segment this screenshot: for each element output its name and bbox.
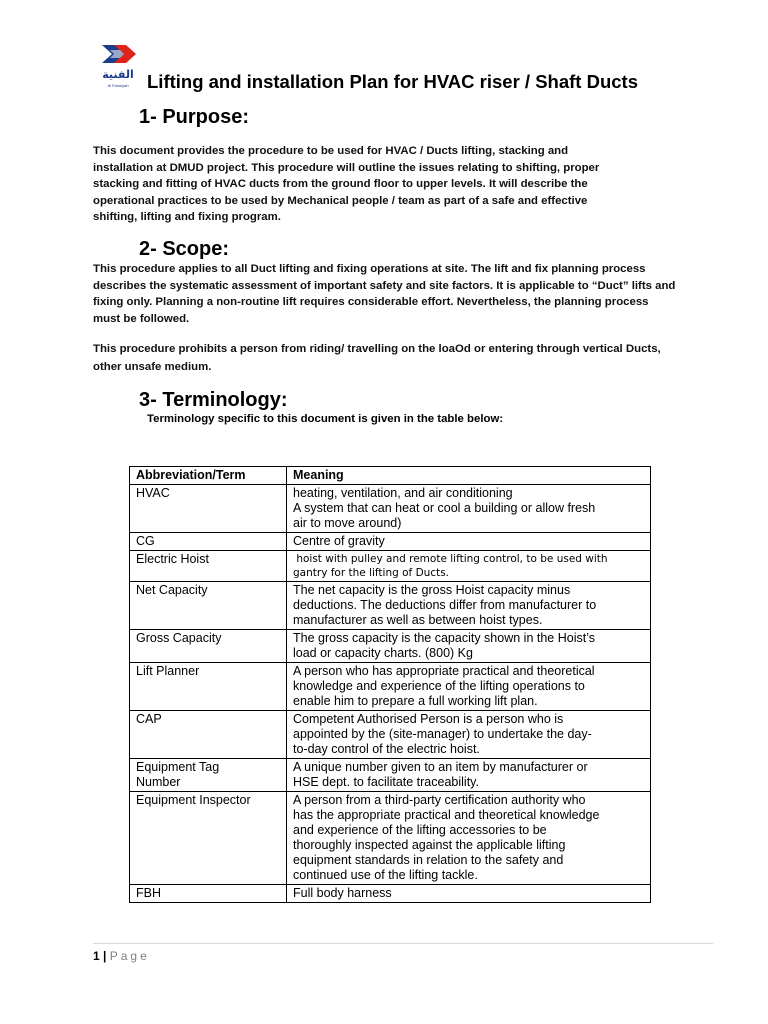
logo-arrow-icon (96, 42, 140, 68)
meaning-cell (287, 551, 651, 582)
page-footer (93, 949, 150, 963)
term-cell: FBH (130, 885, 287, 903)
column-header-term: Abbreviation/Term (130, 467, 287, 485)
meaning-line: The gross capacity is the capacity shown in the Hoist’s (293, 631, 595, 645)
meaning-line: manufacturer as well as between hoist types. (293, 613, 543, 627)
table-row (130, 663, 651, 711)
purpose-line: installation at DMUD project. This procedure will outline the issues relating to shifting, proper (93, 161, 600, 174)
purpose-line: operational practices to be used by Mechanical people / team as part of a safe and effective (93, 194, 588, 207)
meaning-cell (287, 533, 651, 551)
footer-separator: | (103, 949, 107, 963)
meaning-cell (287, 885, 651, 903)
term-cell: Equipment Inspector (130, 792, 287, 885)
table-row (130, 885, 651, 903)
purpose-paragraph (93, 143, 719, 226)
term-cell: HVAC (130, 485, 287, 533)
footer-divider (93, 943, 713, 944)
table-row (130, 551, 651, 582)
term-cell: Lift Planner (130, 663, 287, 711)
page-label: Page (109, 949, 150, 963)
term-cell: Gross Capacity (130, 630, 287, 663)
term-cell: CG (130, 533, 287, 551)
meaning-line: knowledge and experience of the lifting operations to (293, 679, 585, 693)
table-row (130, 533, 651, 551)
meaning-line: equipment standards in relation to the safety and (293, 853, 564, 867)
scope-paragraph-1 (93, 261, 719, 327)
scope-paragraph-2 (93, 340, 719, 376)
meaning-cell (287, 630, 651, 663)
meaning-line: hoist with pulley and remote lifting control, to be used with (293, 553, 608, 565)
purpose-heading: 1- Purpose: (139, 106, 250, 128)
table-row (130, 485, 651, 533)
meaning-line: deductions. The deductions differ from manufacturer to (293, 598, 597, 612)
table-row (130, 792, 651, 885)
company-logo (96, 42, 140, 92)
meaning-line: HSE dept. to facilitate traceability. (293, 775, 479, 789)
meaning-line: Full body harness (293, 886, 392, 900)
scope-line: This procedure applies to all Duct lifting and fixing operations at site. The lift and fix planning process (93, 263, 646, 275)
terminology-intro: Terminology specific to this document is given in the table below: (147, 413, 504, 425)
term-cell: Electric Hoist (130, 551, 287, 582)
terminology-heading: 3- Terminology: (139, 389, 288, 411)
meaning-line: The net capacity is the gross Hoist capacity minus (293, 583, 571, 597)
term-line: Equipment Tag (136, 760, 220, 774)
table-row (130, 759, 651, 792)
meaning-line: thoroughly inspected against the applicable lifting (293, 838, 566, 852)
meaning-line: continued use of the lifting tackle. (293, 868, 478, 882)
meaning-line: A system that can heat or cool a building or allow fresh (293, 501, 596, 515)
meaning-line: load or capacity charts. (800) Kg (293, 646, 473, 660)
meaning-line: Centre of gravity (293, 534, 385, 548)
meaning-cell (287, 663, 651, 711)
purpose-line: shifting, lifting and fixing program. (93, 211, 281, 224)
scope-line: other unsafe medium. (93, 361, 212, 373)
meaning-line: A person who has appropriate practical and theoretical (293, 664, 595, 678)
logo-text: الفنية (102, 68, 134, 81)
meaning-line: enable him to prepare a full working lift plan. (293, 694, 538, 708)
column-header-meaning: Meaning (287, 467, 651, 485)
purpose-line: stacking and fitting of HVAC ducts from the ground floor to upper levels. It will describe the (93, 178, 588, 191)
meaning-cell (287, 711, 651, 759)
purpose-line: This document provides the procedure to be used for HVAC / Ducts lifting, stacking and (93, 145, 569, 157)
scope-line: must be followed. (93, 312, 190, 325)
meaning-line: A unique number given to an item by manufacturer or (293, 760, 588, 774)
meaning-cell (287, 759, 651, 792)
logo-subtext: Al Fanniyah (107, 83, 129, 88)
scope-line: describes the systematic assessment of important safety and site factors. It is applicable to “Duct” lifts and (93, 279, 676, 292)
meaning-line: A person from a third-party certification authority who (293, 793, 586, 807)
document-title: Lifting and installation Plan for HVAC riser / Shaft Ducts (147, 71, 638, 92)
meaning-line: appointed by the (site-manager) to undertake the day- (293, 727, 592, 741)
term-cell (130, 759, 287, 792)
meaning-line: has the appropriate practical and theoretical knowledge (293, 808, 600, 822)
term-cell: Net Capacity (130, 582, 287, 630)
table-row (130, 630, 651, 663)
meaning-line: gantry for the lifting of Ducts. (293, 567, 450, 579)
term-line: Number (136, 775, 181, 789)
page-number: 1 (93, 949, 100, 963)
meaning-cell (287, 582, 651, 630)
term-cell: CAP (130, 711, 287, 759)
meaning-line: and experience of the lifting accessories to be (293, 823, 547, 837)
terminology-table (129, 466, 651, 903)
meaning-cell (287, 485, 651, 533)
scope-line: fixing only. Planning a non-routine lift requires considerable effort. Nevertheless, the planning process (93, 296, 649, 309)
scope-line: This procedure prohibits a person from riding/ travelling on the loaOd or entering through vertical Ducts, (93, 343, 661, 355)
scope-heading: 2- Scope: (139, 238, 230, 260)
meaning-line: air to move around) (293, 516, 402, 530)
table-row (130, 582, 651, 630)
table-row (130, 711, 651, 759)
meaning-line: Competent Authorised Person is a person who is (293, 712, 564, 726)
meaning-line: heating, ventilation, and air conditioning (293, 486, 513, 500)
table-header-row (130, 467, 651, 485)
meaning-line: to-day control of the electric hoist. (293, 742, 480, 756)
meaning-cell (287, 792, 651, 885)
